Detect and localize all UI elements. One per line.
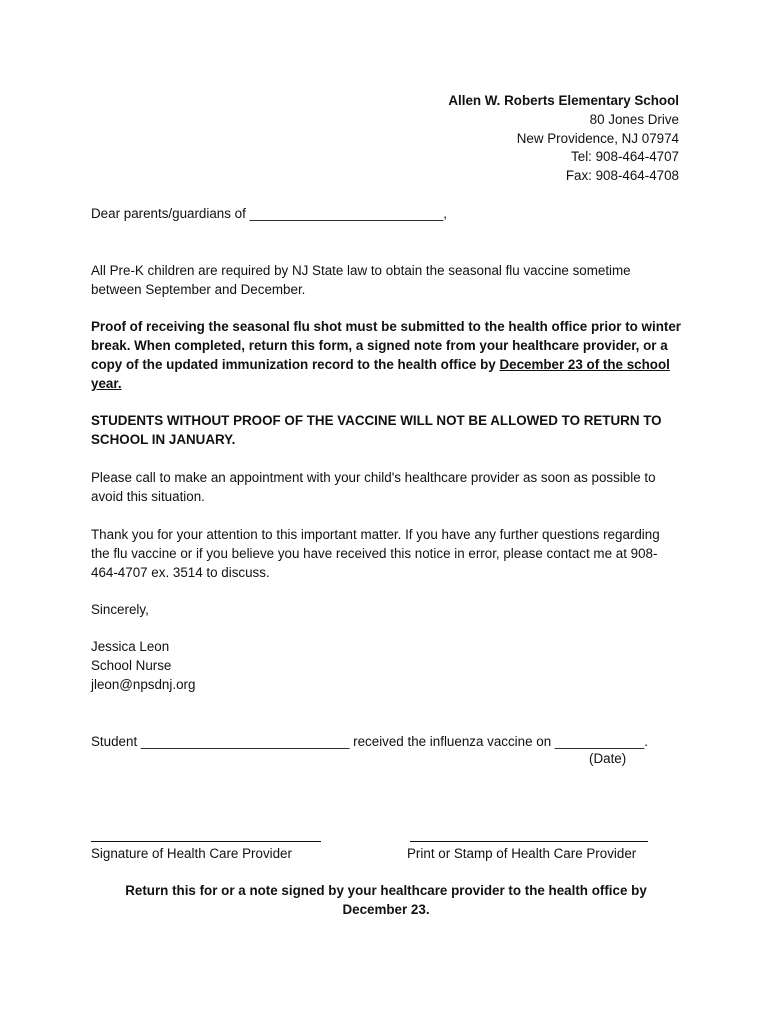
school-address: 80 Jones Drive	[589, 111, 679, 127]
stamp-label: Print or Stamp of Health Care Provider	[407, 846, 637, 861]
nurse-email: jleon@npsdnj.org	[91, 677, 196, 692]
student-name-blank[interactable]: ____________________________	[140, 734, 350, 749]
warning-paragraph: STUDENTS WITHOUT PROOF OF THE VACCINE WILL NOT BE ALLOWED TO RETURN TO SCHOOL IN JANUARY.	[91, 413, 662, 447]
signature-block	[91, 637, 681, 694]
greeting-prefix: Dear parents/guardians of	[91, 206, 250, 221]
school-fax: Fax: 908-464-4708	[565, 168, 679, 184]
school-phone: Tel: 908-464-4707	[571, 149, 679, 165]
stamp-line[interactable]	[410, 841, 648, 842]
nurse-title: School Nurse	[91, 658, 172, 673]
school-name: Allen W. Roberts Elementary School	[448, 93, 679, 108]
return-line-1: Return this for or a note signed by your healthcare provider to the health office by	[125, 883, 647, 898]
proof-deadline: December 23 of the school year.	[91, 357, 670, 391]
nurse-name: Jessica Leon	[91, 639, 170, 654]
return-instructions	[91, 881, 681, 919]
signature-line[interactable]	[91, 841, 321, 842]
school-city: New Providence, NJ 07974	[516, 130, 679, 146]
date-label: (Date)	[589, 751, 627, 766]
guardian-name-blank[interactable]: __________________________	[249, 206, 444, 221]
appointment-paragraph: Please call to make an appointment with your child's healthcare provider as soon as possible to avoid this situation.	[91, 470, 656, 504]
form-period: .	[644, 734, 648, 749]
vaccine-form-line	[91, 732, 691, 751]
requirement-paragraph: All Pre-K children are required by NJ State law to obtain the seasonal flu vaccine sometime between September and December.	[91, 263, 631, 297]
return-line-2: December 23.	[342, 902, 430, 917]
signature-label: Signature of Health Care Provider	[91, 846, 292, 861]
proof-text: Proof of receiving the seasonal flu shot must be submitted to the health office prior to winter break. When completed, return this form, a signed note from your healthcare provider, or a copy of the updated immunization record to the health office by	[91, 319, 681, 372]
greeting	[91, 204, 681, 223]
proof-paragraph	[91, 317, 681, 393]
letterhead	[448, 92, 679, 186]
vaccine-date-blank[interactable]: ____________	[554, 734, 645, 749]
closing-sincerely: Sincerely,	[91, 602, 149, 617]
thanks-paragraph: Thank you for your attention to this important matter. If you have any further questions regarding the flu vaccine or if you believe you have received this notice in error, please contact me at 908-464-4707 ex. 3514 to discuss.	[91, 527, 660, 580]
student-label: Student	[91, 734, 141, 749]
received-text: received the influenza vaccine on	[349, 734, 555, 749]
greeting-suffix: ,	[443, 206, 447, 221]
